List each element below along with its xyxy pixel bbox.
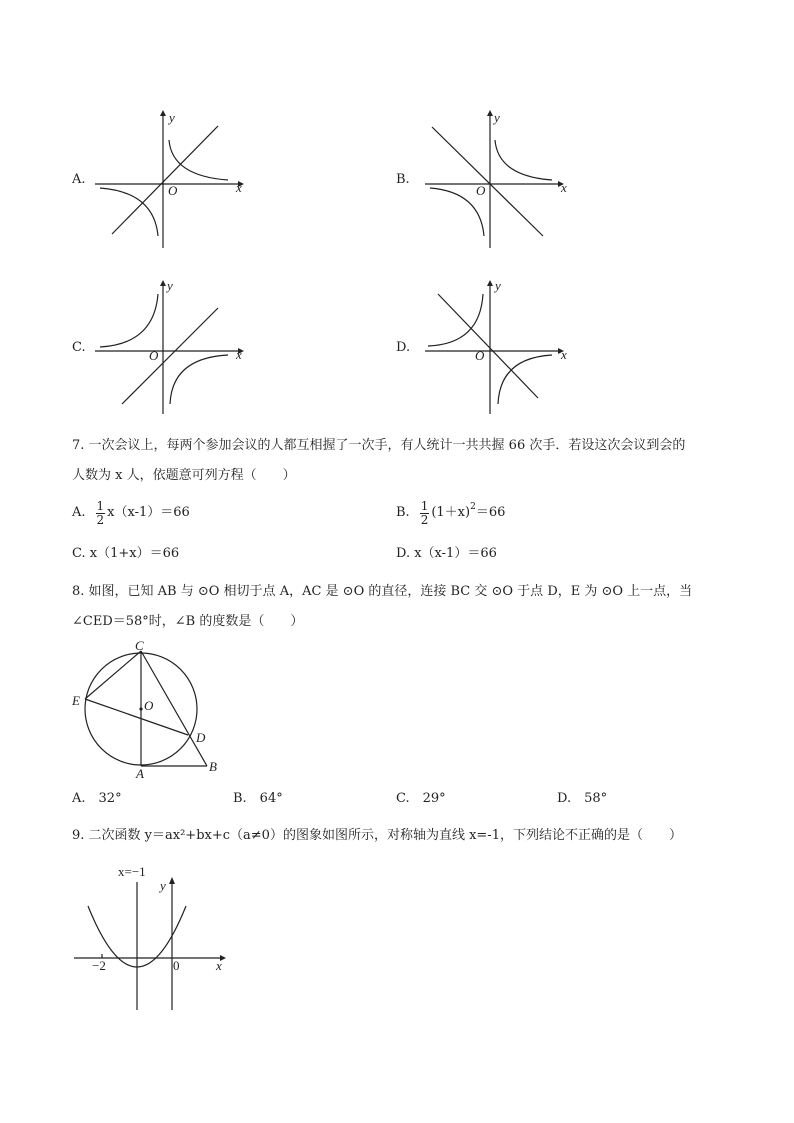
graph-a-y-label: y xyxy=(169,110,175,125)
point-d-label: D xyxy=(196,730,206,745)
graph-d-x-label: x xyxy=(561,347,567,362)
q7-option-c: C. x（1+x）＝66 xyxy=(72,546,180,561)
option-a-label: A. xyxy=(72,172,86,187)
option-d-label: D. xyxy=(396,340,411,355)
graph-c-origin: O xyxy=(149,348,159,363)
tick-neg2-label: −2 xyxy=(92,958,106,973)
q8-option-b: B. 64° xyxy=(233,791,283,806)
point-o-label: O xyxy=(144,698,154,713)
q7-stem-line1: 7. 一次会议上，每两个参加会议的人都互相握了一次手，有人统计一共共握 66 次手．若设这次会议到会的 xyxy=(72,438,686,453)
q7-option-b-label: B. xyxy=(396,505,410,520)
q8-option-d: D. 58° xyxy=(557,791,608,806)
point-b-label: B xyxy=(209,759,217,774)
graph-b-x-label: x xyxy=(561,180,567,195)
option-c-label: C. xyxy=(72,340,86,355)
graph-d-origin: O xyxy=(475,348,485,363)
q7-option-b-exponent: 2 xyxy=(470,502,476,512)
graph-b xyxy=(420,110,580,250)
q7-option-d: D. x（x-1）＝66 xyxy=(396,546,497,561)
q7-stem-line2: 人数为 x 人，依题意可列方程（ ） xyxy=(72,468,296,483)
q8-stem-line1: 8. 如图，已知 AB 与 ⊙O 相切于点 A，AC 是 ⊙O 的直径，连接 BC 交 ⊙O 于点 D，E 为 ⊙O 上一点，当 xyxy=(72,584,693,599)
q9-stem-line1: 9. 二次函数 y＝ax²+bx+c（a≠0）的图象如图所示，对称轴为直线 x=-1，下列结论不正确的是（ ） xyxy=(72,828,682,843)
graph-d xyxy=(420,280,580,420)
graph-a-x-label: x xyxy=(236,180,242,195)
option-b-label: B. xyxy=(396,172,410,187)
q7-option-b-expr: (1＋x) xyxy=(431,505,471,520)
parabola-graph xyxy=(70,862,240,1017)
q8-option-a: A. 32° xyxy=(72,791,122,806)
q7-option-b xyxy=(396,496,505,530)
q7-option-b-fraction: $\frac{1}{2}$ xyxy=(420,498,429,527)
q8-option-c: C. 29° xyxy=(396,791,446,806)
q8-stem-line2: ∠CED＝58°时，∠B 的度数是（ ） xyxy=(72,614,304,629)
point-a-label: A xyxy=(136,766,144,781)
symmetry-axis-label: x=−1 xyxy=(118,864,146,879)
graph-c xyxy=(90,280,250,420)
graph-a xyxy=(90,110,250,250)
tick-zero-label: 0 xyxy=(173,958,180,973)
parabola-y-label: y xyxy=(160,878,166,893)
q7-option-a xyxy=(72,498,190,528)
parabola-x-label: x xyxy=(216,958,222,973)
graph-b-origin: O xyxy=(476,183,486,198)
q7-option-a-label: A. xyxy=(72,505,86,520)
graph-b-y-label: y xyxy=(494,110,500,125)
q7-option-b-tail: ＝66 xyxy=(475,505,506,520)
graph-d-y-label: y xyxy=(495,278,501,293)
point-c-label: C xyxy=(135,638,144,653)
graph-c-x-label: x xyxy=(236,347,242,362)
graph-a-origin: O xyxy=(168,183,178,198)
q7-option-a-expr: x（x-1）＝66 xyxy=(107,505,190,520)
q7-option-a-fraction: $\frac{1}{2}$ xyxy=(96,498,105,527)
point-e-label: E xyxy=(72,693,80,708)
graph-c-y-label: y xyxy=(167,278,173,293)
circle-diagram xyxy=(70,638,240,788)
